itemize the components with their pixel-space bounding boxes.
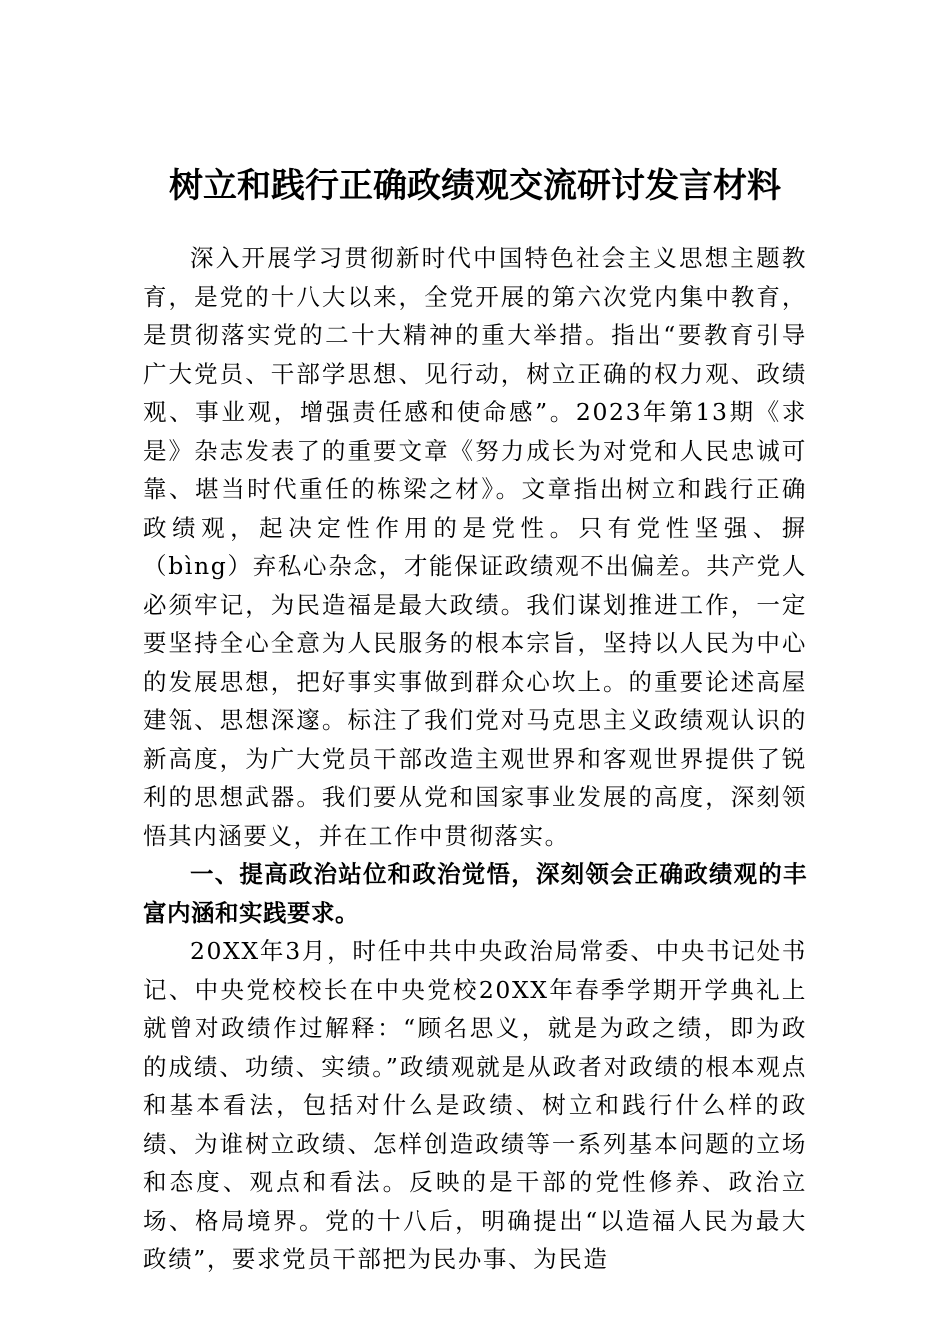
- body-paragraph-intro: 深入开展学习贯彻新时代中国特色社会主义思想主题教育，是党的十八大以来，全党开展的第六次党内集中教育，是贯彻落实党的二十大精神的重大举措。指出“要教育引导广大党员、干部学思想、见行动，树立正确的权力观、政绩观、事业观，增强责任感和使命感”。2023年第13期《求是》杂志发表了的重要文章《努力成长为对党和人民忠诚可靠、堪当时代重任的栋梁之材》。文章指出树立和践行正确政绩观，起决定性作用的是党性。只有党性坚强、摒（bìng）弃私心杂念，才能保证政绩观不出偏差。共产党人必须牢记，为民造福是最大政绩。我们谋划推进工作，一定要坚持全心全意为人民服务的根本宗旨，坚持以人民为中心的发展思想，把好事实事做到群众心坎上。的重要论述高屋建瓴、思想深邃。标注了我们党对马克思主义政绩观认识的新高度，为广大党员干部改造主观世界和客观世界提供了锐利的思想武器。我们要从党和国家事业发展的高度，深刻领悟其内涵要义，并在工作中贯彻落实。: [143, 244, 807, 850]
- section-heading-1: 一、提高政治站位和政治觉悟，深刻领会正确政绩观的丰富内涵和实践要求。: [143, 860, 807, 927]
- document-title: 树立和践行正确政绩观交流研讨发言材料: [169, 166, 781, 206]
- body-paragraph-section-1: 20XX年3月，时任中共中央政治局常委、中央书记处书记、中央党校校长在中央党校20XX年春季学期开学典礼上就曾对政绩作过解释：“顾名思义，就是为政之绩，即为政的成绩、功绩、实绩。”政绩观就是从政者对政绩的根本观点和基本看法，包括对什么是政绩、树立和践行什么样的政绩、为谁树立政绩、怎样创造政绩等一系列基本问题的立场和态度、观点和看法。反映的是干部的党性修养、政治立场、格局境界。党的十八后，明确提出“以造福人民为最大政绩”，要求党员干部把为民办事、为民造: [143, 937, 807, 1273]
- document-body: [143, 239, 807, 1279]
